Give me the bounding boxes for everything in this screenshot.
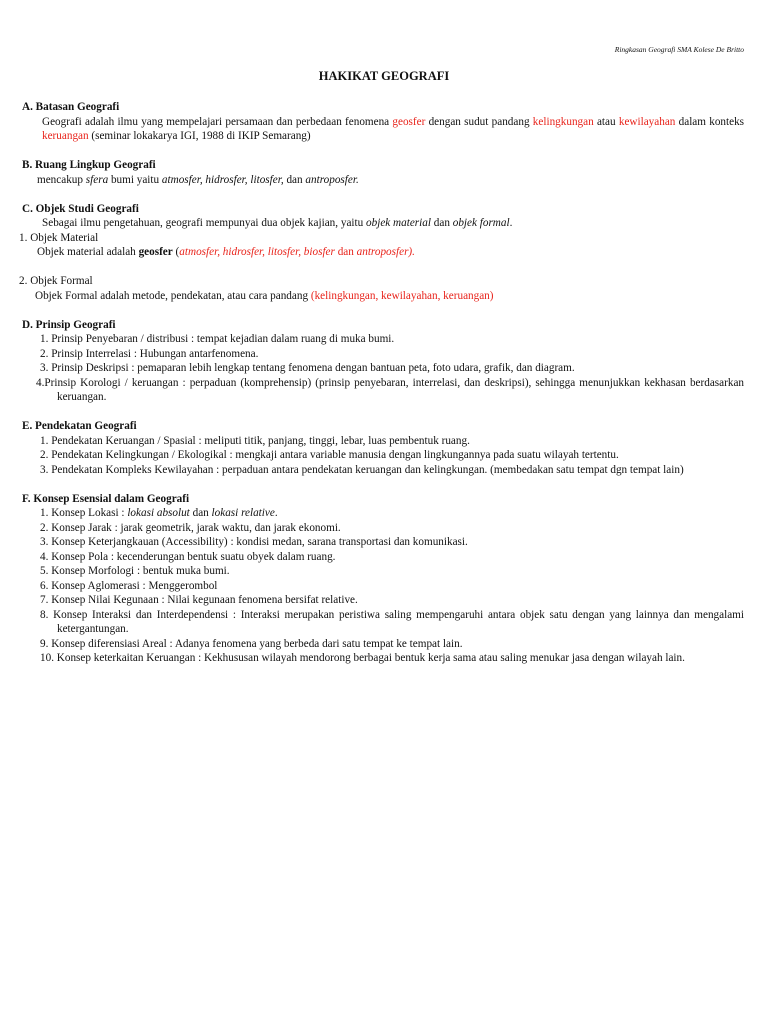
term-cara-pandang: (kelingkungan, kewilayahan, keruangan) <box>310 289 494 302</box>
text-run: dan <box>189 507 212 519</box>
list-item: 2. Pendekatan Kelingkungan / Ekologikal : mengkaji antara variable manusia dengan lingkungannya pada suatu wilayah tertentu. <box>40 449 619 461</box>
text-run: ( <box>172 246 180 258</box>
section-a-text <box>22 115 744 144</box>
list-item: 10. Konsep keterkaitan Keruangan : Kekhususan wilayah mendorong berbagai bentuk kerja sama atau saling menukar jasa dengan wilayah lain. <box>40 652 685 664</box>
text-run: Geografi adalah ilmu yang mempelajari persamaan dan perbedaan fenomena <box>42 115 393 128</box>
list-item: 1. Prinsip Penyebaran / distribusi : tempat kejadian dalam ruang di muka bumi. <box>40 333 395 345</box>
term-objek-material: objek material <box>366 217 431 229</box>
term-keruangan: keruangan <box>42 130 89 142</box>
list-item: 4.Prinsip Korologi / keruangan : perpaduan (komprehensip) (prinsip penyebaran, interrelasi, dan deskripsi), sehingga menunjukkan kekhasan berdasarkan keruangan. <box>36 376 744 403</box>
term-antroposfer: antroposfer. <box>305 173 359 186</box>
objek-formal-heading: 2. Objek Formal <box>19 275 93 287</box>
list-item: 6. Konsep Aglomerasi : Menggerombol <box>40 579 218 592</box>
term-lokasi-absolut: lokasi absolut <box>127 507 190 519</box>
text-run: Objek material adalah <box>37 246 139 258</box>
section-e-heading: E. Pendekatan Geografi <box>22 420 137 432</box>
text-run: . <box>274 507 278 519</box>
list-item: 7. Konsep Nilai Kegunaan : Nilai kegunaan fenomena bersifat relative. <box>40 594 358 606</box>
list-item: 4. Konsep Pola : kecenderungan bentuk suatu obyek dalam ruang. <box>40 550 336 563</box>
list-item: 9. Konsep diferensiasi Areal : Adanya fenomena yang berbeda dari satu tempat ke tempat lain. <box>40 637 463 650</box>
document-body <box>19 100 745 680</box>
term-kelingkungan: kelingkungan <box>532 115 594 128</box>
section-d <box>22 318 744 405</box>
running-header: Ringkasan Geografi SMA Kolese De Britto <box>614 45 744 54</box>
text-run: (seminar lokakarya IGI, 1988 di IKIP Semarang) <box>88 130 311 142</box>
text-run: atau <box>593 115 619 128</box>
text-run: . <box>509 217 513 229</box>
list-item: 3. Prinsip Deskripsi : pemaparan lebih lengkap tentang fenomena dengan bantuan peta, foto udara, grafik, dan diagram. <box>40 362 575 374</box>
list-item: 2. Konsep Jarak : jarak geometrik, jarak waktu, dan jarak ekonomi. <box>40 521 341 534</box>
section-b-text <box>22 173 744 188</box>
list-item: 3. Konsep Keterjangkauan (Accessibility) : kondisi medan, sarana transportasi dan komunikasi. <box>40 536 468 548</box>
text-run: dalam konteks <box>675 115 745 128</box>
objek-material-heading: 1. Objek Material <box>19 231 99 244</box>
term-antroposfer-red: antroposfer). <box>356 246 415 258</box>
list-item: 5. Konsep Morfologi : bentuk muka bumi. <box>40 565 230 577</box>
list-item: 1. Pendekatan Keruangan / Spasial : meliputi titik, panjang, tinggi, lebar, luas pembentuk ruang. <box>40 434 470 447</box>
text-run: Objek Formal adalah metode, pendekatan, atau cara pandang <box>35 289 311 302</box>
section-b <box>22 158 744 187</box>
term-lokasi-relative: lokasi relative <box>211 507 275 519</box>
term-kewilayahan: kewilayahan <box>618 115 676 128</box>
text-run: dengan sudut pandang <box>425 115 533 128</box>
section-b-heading: B. Ruang Lingkup Geografi <box>22 159 156 171</box>
term-objek-formal: objek formal <box>452 217 510 229</box>
section-e <box>22 419 744 477</box>
text-run: Sebagai ilmu pengetahuan, geografi mempunyai dua objek kajian, yaitu <box>42 217 367 229</box>
list-item: 8. Konsep Interaksi dan Interdependensi : Interaksi merupakan peristiwa saling mempengaruhi antara objek satu dengan yang lainnya dan mengalami ketergantungan. <box>40 608 744 635</box>
objek-formal-text <box>22 289 744 304</box>
section-f <box>22 492 744 666</box>
text-run: bumi yaitu <box>108 173 162 186</box>
text-run: dan <box>334 246 357 258</box>
page-title: HAKIKAT GEOGRAFI <box>318 69 450 83</box>
section-a-heading: A. Batasan Geografi <box>22 101 120 113</box>
objek-material-text <box>22 245 744 260</box>
term-sfera: sfera <box>85 173 109 186</box>
section-c-intro <box>22 216 744 231</box>
term-geosfer-bold: geosfer <box>138 246 173 258</box>
text-run: 1. Konsep Lokasi : <box>40 507 128 519</box>
section-f-heading: F. Konsep Esensial dalam Geografi <box>22 492 190 505</box>
term-geosfer: geosfer <box>392 115 426 128</box>
section-a <box>22 100 744 144</box>
text-run: dan <box>430 217 453 229</box>
section-d-heading: D. Prinsip Geografi <box>22 318 116 331</box>
list-item <box>22 506 744 521</box>
section-c-heading: C. Objek Studi Geografi <box>22 202 139 215</box>
list-item: 2. Prinsip Interrelasi : Hubungan antarfenomena. <box>40 347 259 360</box>
text-run: dan <box>283 173 306 186</box>
term-sfera-list: atmosfer, hidrosfer, litosfer, biosfer <box>179 246 335 258</box>
section-c <box>19 202 744 304</box>
text-run: mencakup <box>37 173 86 186</box>
term-list: atmosfer, hidrosfer, litosfer, <box>161 173 284 186</box>
list-item: 3. Pendekatan Kompleks Kewilayahan : perpaduan antara pendekatan keruangan dan kelingkungan. (membedakan satu tempat dgn tempat lain) <box>40 463 684 476</box>
